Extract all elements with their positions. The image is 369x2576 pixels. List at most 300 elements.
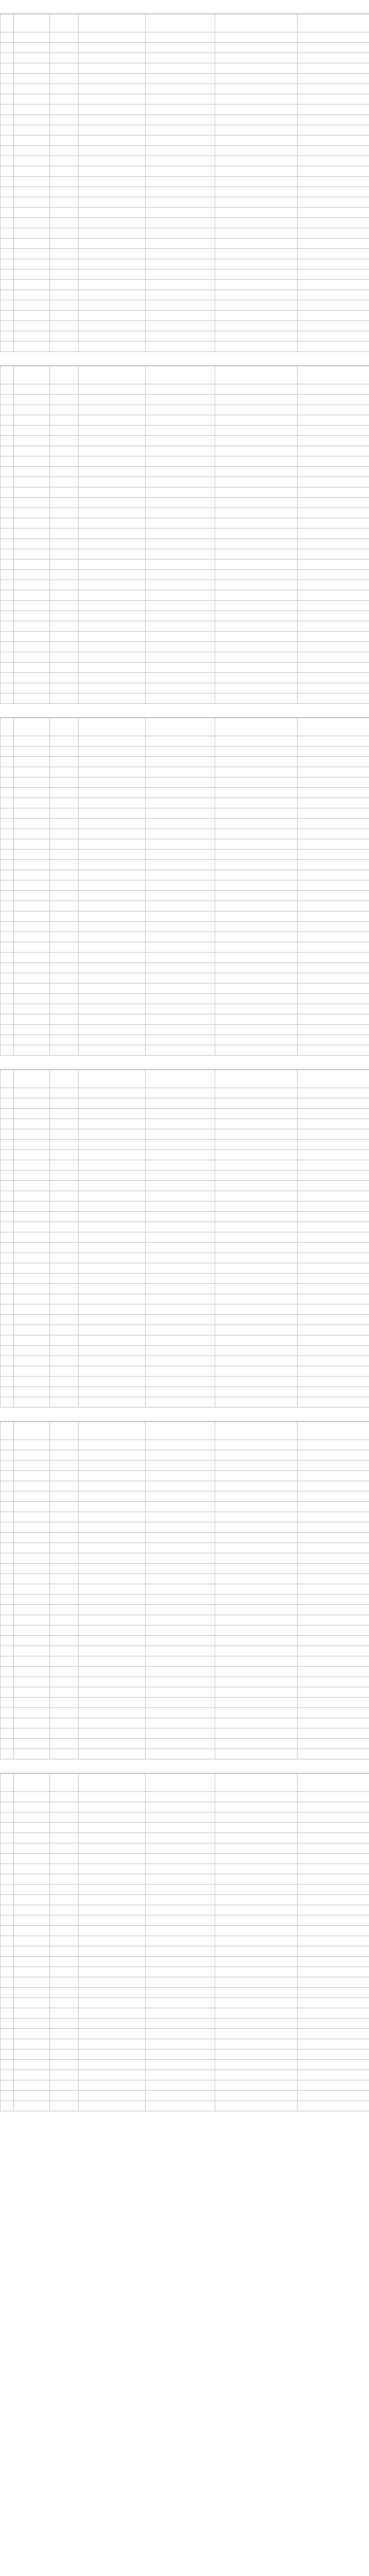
table-cell <box>297 1387 369 1397</box>
table-cell <box>1 652 14 663</box>
table-cell <box>50 1304 79 1315</box>
table-cell <box>297 798 369 808</box>
table-cell <box>79 84 146 94</box>
table-cell <box>50 166 79 177</box>
table-cell <box>79 1574 146 1584</box>
section-title <box>0 1759 369 1773</box>
table-cell <box>297 1595 369 1605</box>
table-cell <box>215 249 297 259</box>
table-cell <box>1 2019 14 2029</box>
table-cell <box>50 156 79 166</box>
table-cell <box>50 1522 79 1533</box>
table-cell <box>215 829 297 839</box>
column-header <box>14 1774 50 1792</box>
table-cell <box>146 1440 215 1450</box>
table-cell <box>79 187 146 197</box>
table-cell <box>1 1533 14 1543</box>
table-cell <box>50 1512 79 1522</box>
table-row <box>1 2080 369 2091</box>
table-cell <box>297 1895 369 1905</box>
table-cell <box>79 953 146 963</box>
table-cell <box>14 208 50 218</box>
table-cell <box>50 663 79 673</box>
table-cell <box>79 1397 146 1408</box>
table-cell <box>79 808 146 819</box>
table-cell <box>79 580 146 590</box>
table-cell <box>146 777 215 788</box>
table-cell <box>79 2039 146 2049</box>
table-cell <box>79 1387 146 1397</box>
table-row <box>1 1843 369 1854</box>
table-cell <box>79 135 146 146</box>
table-cell <box>14 1698 50 1708</box>
table-cell <box>146 1025 215 1035</box>
column-header <box>79 718 146 736</box>
table-cell <box>297 446 369 456</box>
table-cell <box>79 1366 146 1377</box>
table-cell <box>14 839 50 850</box>
table-cell <box>79 1749 146 1759</box>
table-cell <box>146 1222 215 1232</box>
table-cell <box>215 767 297 777</box>
table-cell <box>50 1119 79 1129</box>
table-row <box>1 1502 369 1512</box>
table-row <box>1 1201 369 1212</box>
table-cell <box>50 1150 79 1160</box>
table-cell <box>146 74 215 84</box>
table-row <box>1 621 369 632</box>
table-cell <box>297 1253 369 1263</box>
table-cell <box>79 693 146 704</box>
table-cell <box>297 1957 369 1967</box>
table-cell <box>50 1181 79 1191</box>
table-cell <box>297 819 369 829</box>
table-cell <box>79 1636 146 1646</box>
table-cell <box>146 518 215 529</box>
table-cell <box>297 788 369 798</box>
table-cell <box>215 300 297 311</box>
table-cell <box>215 2049 297 2060</box>
table-cell <box>297 1171 369 1181</box>
table-cell <box>215 1874 297 1885</box>
schedule-section <box>0 352 369 704</box>
table-cell <box>14 984 50 994</box>
table-cell <box>215 1823 297 1833</box>
table-row <box>1 1263 369 1274</box>
table-cell <box>297 942 369 953</box>
table-row <box>1 911 369 922</box>
table-cell <box>146 1728 215 1739</box>
table-cell <box>297 1129 369 1140</box>
table-cell <box>79 611 146 621</box>
table-row <box>1 395 369 405</box>
table-cell <box>146 1533 215 1543</box>
table-row <box>1 777 369 788</box>
schedule-table <box>0 1070 369 1408</box>
table-cell <box>79 1864 146 1874</box>
column-header <box>50 1774 79 1792</box>
table-cell <box>50 880 79 891</box>
table-row <box>1 1885 369 1895</box>
table-cell <box>50 984 79 994</box>
table-cell <box>1 788 14 798</box>
table-cell <box>50 642 79 652</box>
column-header <box>1 366 14 384</box>
table-cell <box>146 880 215 891</box>
table-cell <box>14 508 50 518</box>
table-cell <box>1 1636 14 1646</box>
table-cell <box>146 405 215 415</box>
table-cell <box>14 2091 50 2101</box>
table-cell <box>50 1998 79 2008</box>
table-row <box>1 84 369 94</box>
table-cell <box>1 2091 14 2101</box>
table-cell <box>146 1916 215 1926</box>
table-cell <box>1 942 14 953</box>
table-cell <box>14 384 50 395</box>
table-cell <box>14 1304 50 1315</box>
table-cell <box>297 467 369 477</box>
table-cell <box>79 1708 146 1718</box>
table-cell <box>14 1191 50 1201</box>
table-cell <box>297 642 369 652</box>
table-cell <box>146 321 215 331</box>
table-row <box>1 456 369 467</box>
table-cell <box>1 1150 14 1160</box>
table-cell <box>50 1098 79 1109</box>
table-cell <box>146 922 215 932</box>
table-cell <box>14 146 50 156</box>
table-cell <box>1 632 14 642</box>
table-cell <box>297 570 369 580</box>
table-cell <box>146 932 215 942</box>
table-cell <box>297 1450 369 1461</box>
table-cell <box>79 1481 146 1492</box>
table-cell <box>50 580 79 590</box>
table-cell <box>215 53 297 63</box>
table-cell <box>215 187 297 197</box>
table-cell <box>79 1294 146 1304</box>
table-cell <box>79 1315 146 1325</box>
header-row <box>1 366 369 384</box>
table-cell <box>215 1926 297 1936</box>
table-cell <box>1 228 14 239</box>
table-cell <box>50 652 79 663</box>
table-cell <box>50 819 79 829</box>
table-cell <box>50 850 79 860</box>
table-cell <box>1 1595 14 1605</box>
table-cell <box>79 384 146 395</box>
table-cell <box>50 632 79 642</box>
table-cell <box>215 611 297 621</box>
table-cell <box>79 395 146 405</box>
table-cell <box>79 1171 146 1181</box>
table-cell <box>297 994 369 1004</box>
table-cell <box>297 1356 369 1366</box>
table-cell <box>146 1957 215 1967</box>
table-cell <box>79 1656 146 1667</box>
table-cell <box>14 870 50 880</box>
table-cell <box>297 2039 369 2049</box>
table-cell <box>297 1718 369 1728</box>
table-cell <box>146 1895 215 1905</box>
table-cell <box>297 1687 369 1698</box>
table-cell <box>50 911 79 922</box>
table-cell <box>1 1140 14 1150</box>
table-cell <box>1 1977 14 1988</box>
table-cell <box>1 1854 14 1864</box>
table-cell <box>146 1967 215 1977</box>
table-cell <box>215 621 297 632</box>
table-cell <box>14 1502 50 1512</box>
table-cell <box>146 1874 215 1885</box>
table-cell <box>14 415 50 426</box>
table-cell <box>297 187 369 197</box>
table-cell <box>1 880 14 891</box>
table-cell <box>1 2080 14 2091</box>
table-cell <box>79 2029 146 2039</box>
table-cell <box>14 1728 50 1739</box>
table-cell <box>215 1584 297 1595</box>
table-cell <box>215 1574 297 1584</box>
table-cell <box>14 1864 50 1874</box>
table-cell <box>1 467 14 477</box>
table-row <box>1 819 369 829</box>
table-cell <box>297 1201 369 1212</box>
table-row <box>1 1802 369 1812</box>
column-header <box>297 1422 369 1440</box>
table-cell <box>1 1895 14 1905</box>
table-cell <box>215 1936 297 1946</box>
table-cell <box>50 1874 79 1885</box>
table-cell <box>50 1677 79 1687</box>
table-cell <box>14 426 50 436</box>
table-cell <box>297 290 369 300</box>
table-cell <box>50 2008 79 2019</box>
table-cell <box>1 1584 14 1595</box>
table-cell <box>215 1946 297 1957</box>
column-header <box>79 14 146 32</box>
table-cell <box>215 736 297 747</box>
table-cell <box>215 1098 297 1109</box>
table-cell <box>215 498 297 508</box>
table-cell <box>79 529 146 539</box>
table-row <box>1 166 369 177</box>
table-cell <box>297 456 369 467</box>
table-cell <box>50 1656 79 1667</box>
table-cell <box>297 269 369 280</box>
table-row <box>1 487 369 498</box>
table-cell <box>79 321 146 331</box>
table-row <box>1 1335 369 1346</box>
column-header <box>1 14 14 32</box>
table-row <box>1 1440 369 1450</box>
table-cell <box>146 757 215 767</box>
table-cell <box>1 269 14 280</box>
table-cell <box>215 426 297 436</box>
table-cell <box>14 1636 50 1646</box>
table-cell <box>146 652 215 663</box>
table-cell <box>14 1294 50 1304</box>
table-cell <box>14 1739 50 1749</box>
table-cell <box>1 1615 14 1625</box>
table-cell <box>79 467 146 477</box>
table-cell <box>14 1895 50 1905</box>
table-cell <box>14 693 50 704</box>
table-cell <box>14 1366 50 1377</box>
table-cell <box>1 498 14 508</box>
table-cell <box>14 642 50 652</box>
table-cell <box>297 880 369 891</box>
table-cell <box>14 963 50 973</box>
table-cell <box>14 2060 50 2070</box>
table-cell <box>146 1667 215 1677</box>
table-cell <box>1 508 14 518</box>
table-cell <box>1 1543 14 1553</box>
table-cell <box>297 1967 369 1977</box>
table-cell <box>1 1512 14 1522</box>
table-row <box>1 125 369 135</box>
table-cell <box>146 1802 215 1812</box>
table-cell <box>146 1739 215 1749</box>
table-cell <box>215 1646 297 1656</box>
table-cell <box>215 673 297 683</box>
table-cell <box>79 549 146 560</box>
table-cell <box>14 1325 50 1335</box>
table-cell <box>146 259 215 269</box>
table-row <box>1 2060 369 2070</box>
table-cell <box>50 446 79 456</box>
table-cell <box>297 1533 369 1543</box>
table-cell <box>1 239 14 249</box>
table-row <box>1 74 369 84</box>
table-cell <box>146 1263 215 1274</box>
table-cell <box>215 63 297 74</box>
table-cell <box>146 1977 215 1988</box>
table-cell <box>1 1377 14 1387</box>
table-cell <box>79 1936 146 1946</box>
table-cell <box>297 1150 369 1160</box>
table-cell <box>14 1988 50 1998</box>
table-row <box>1 1946 369 1957</box>
table-row <box>1 1564 369 1574</box>
table-cell <box>215 570 297 580</box>
table-cell <box>297 1574 369 1584</box>
table-cell <box>146 2070 215 2080</box>
table-cell <box>215 2070 297 2080</box>
table-row <box>1 1109 369 1119</box>
table-cell <box>14 311 50 321</box>
table-cell <box>215 1294 297 1304</box>
table-cell <box>146 850 215 860</box>
table-cell <box>297 1035 369 1045</box>
table-row <box>1 467 369 477</box>
table-cell <box>297 156 369 166</box>
table-cell <box>79 798 146 808</box>
schedule-table <box>0 718 369 1056</box>
table-cell <box>1 197 14 208</box>
table-cell <box>79 1615 146 1625</box>
table-cell <box>146 819 215 829</box>
table-row <box>1 1150 369 1160</box>
table-cell <box>297 549 369 560</box>
table-cell <box>1 105 14 115</box>
table-cell <box>146 1854 215 1864</box>
table-cell <box>50 487 79 498</box>
table-row <box>1 1222 369 1232</box>
table-row <box>1 218 369 228</box>
table-cell <box>14 1243 50 1253</box>
table-cell <box>297 747 369 757</box>
table-cell <box>215 1366 297 1377</box>
table-cell <box>1 1346 14 1356</box>
table-row <box>1 601 369 611</box>
table-cell <box>297 477 369 487</box>
table-row <box>1 1098 369 1109</box>
table-cell <box>50 1109 79 1119</box>
table-cell <box>297 1004 369 1014</box>
table-cell <box>50 2049 79 2060</box>
table-cell <box>297 1366 369 1377</box>
table-cell <box>14 269 50 280</box>
table-cell <box>14 1584 50 1595</box>
column-header <box>14 1070 50 1088</box>
table-cell <box>79 1274 146 1284</box>
table-cell <box>1 911 14 922</box>
table-cell <box>50 1243 79 1253</box>
table-cell <box>215 1045 297 1056</box>
table-cell <box>146 1656 215 1667</box>
table-cell <box>14 228 50 239</box>
table-cell <box>79 880 146 891</box>
table-cell <box>79 1823 146 1833</box>
table-cell <box>297 529 369 539</box>
table-cell <box>146 1926 215 1936</box>
table-cell <box>50 1004 79 1014</box>
table-cell <box>50 1967 79 1977</box>
table-row <box>1 1595 369 1605</box>
table-cell <box>79 249 146 259</box>
table-cell <box>79 922 146 932</box>
table-cell <box>79 683 146 693</box>
table-cell <box>215 932 297 942</box>
table-row <box>1 1171 369 1181</box>
table-cell <box>297 2101 369 2111</box>
table-cell <box>146 808 215 819</box>
table-cell <box>146 911 215 922</box>
table-cell <box>50 767 79 777</box>
table-cell <box>14 1356 50 1366</box>
table-cell <box>50 477 79 487</box>
table-cell <box>146 249 215 259</box>
table-cell <box>1 560 14 570</box>
table-cell <box>297 1905 369 1916</box>
table-cell <box>146 477 215 487</box>
table-cell <box>50 736 79 747</box>
table-cell <box>215 850 297 860</box>
table-cell <box>297 498 369 508</box>
table-cell <box>1 1387 14 1397</box>
table-cell <box>215 1636 297 1646</box>
table-cell <box>215 1088 297 1098</box>
table-cell <box>1 590 14 601</box>
table-cell <box>297 1946 369 1957</box>
table-row <box>1 384 369 395</box>
table-cell <box>215 405 297 415</box>
table-cell <box>14 1843 50 1854</box>
table-cell <box>14 321 50 331</box>
table-cell <box>215 467 297 477</box>
